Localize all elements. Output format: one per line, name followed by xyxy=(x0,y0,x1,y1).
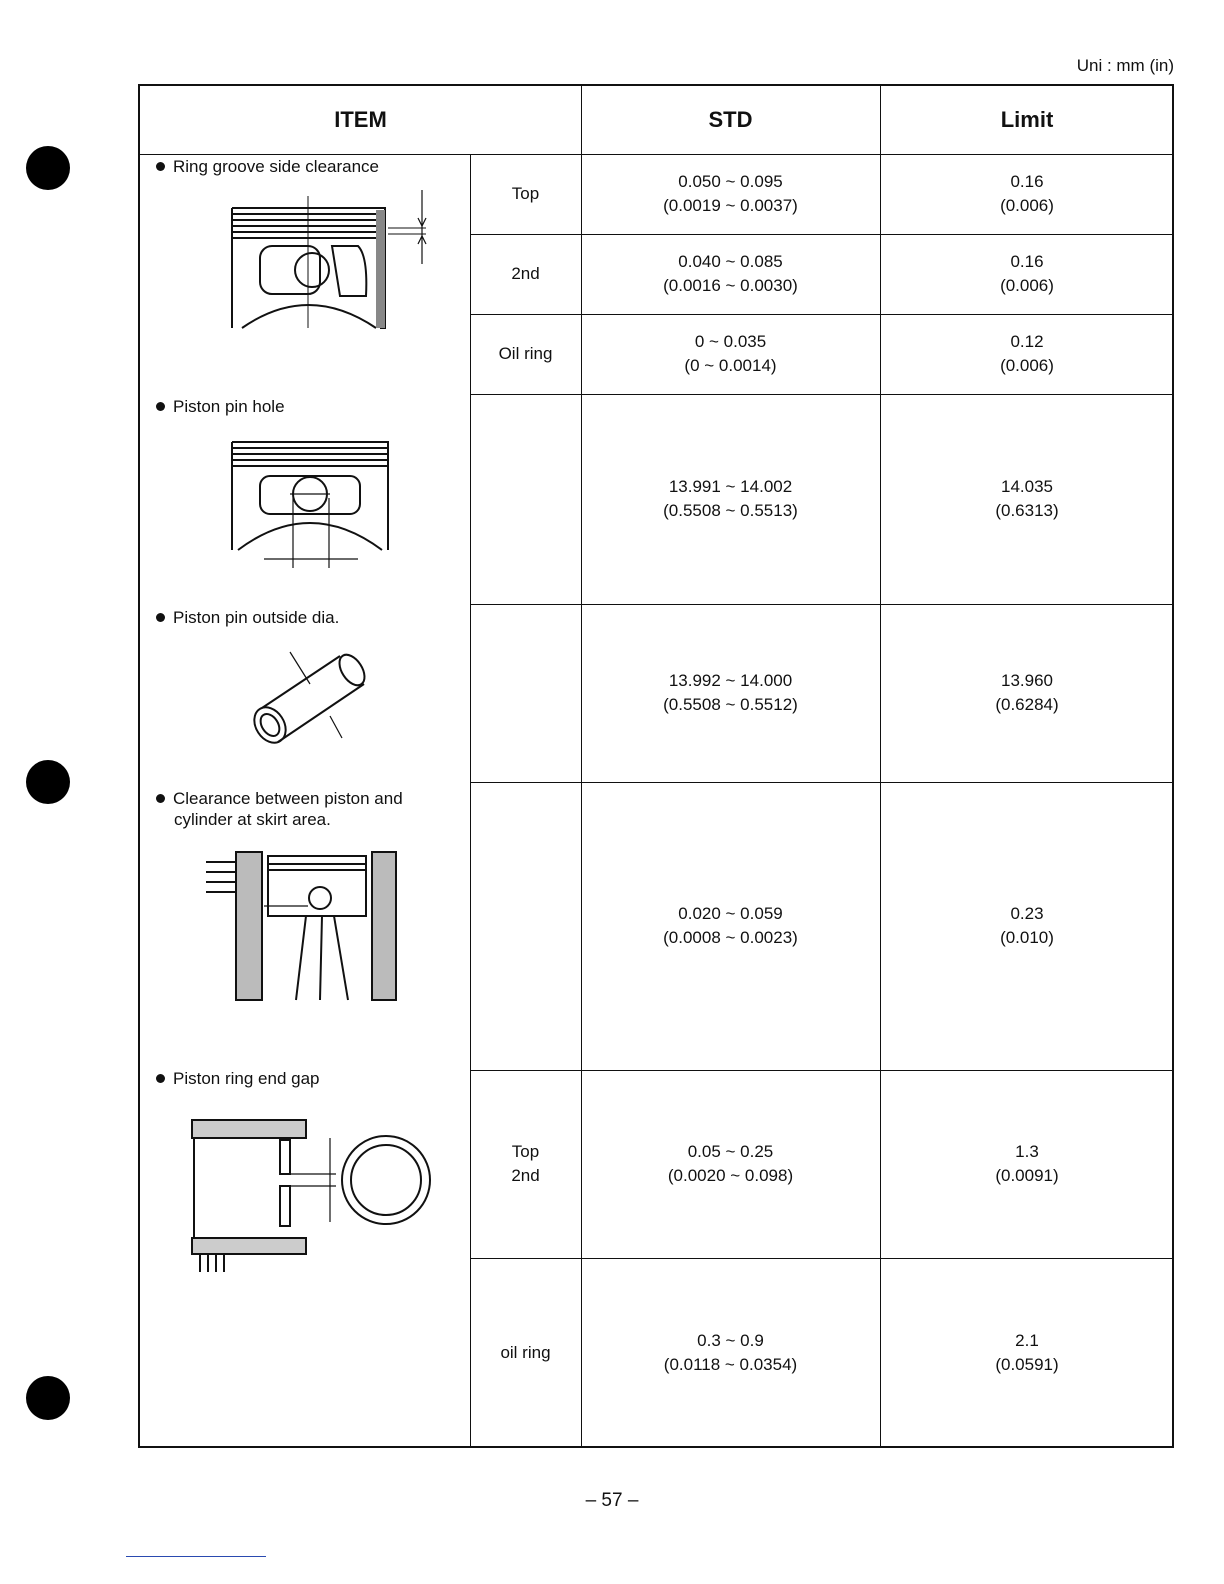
page-number: – 57 – xyxy=(585,1490,639,1511)
header-limit: Limit xyxy=(1000,107,1054,132)
limit-value: 0.23 (0.010) xyxy=(1000,904,1054,947)
std-value: 0.040 ~ 0.085 (0.0016 ~ 0.0030) xyxy=(663,252,798,295)
std-value: 0.020 ~ 0.059 (0.0008 ~ 0.0023) xyxy=(663,904,798,947)
item-label: Ring groove side clearance xyxy=(156,156,379,177)
item-label: Piston ring end gap xyxy=(156,1068,320,1089)
item-label: Piston pin hole xyxy=(156,396,285,417)
sub-item: oil ring xyxy=(500,1343,551,1362)
limit-value: 2.1 (0.0591) xyxy=(995,1331,1059,1374)
punch-hole-icon xyxy=(26,146,70,190)
spec-table xyxy=(138,84,1174,1448)
piston-pin-hole-icon xyxy=(220,438,420,568)
bullet-icon xyxy=(156,402,165,411)
std-value: 0 ~ 0.035 (0 ~ 0.0014) xyxy=(684,332,777,375)
limit-value: 14.035 (0.6313) xyxy=(995,477,1059,520)
header-item: ITEM xyxy=(334,107,387,132)
limit-value: 0.12 (0.006) xyxy=(1000,332,1054,375)
sub-item: Top 2nd xyxy=(511,1142,540,1185)
std-value: 13.991 ~ 14.002 (0.5508 ~ 0.5513) xyxy=(663,477,798,520)
bullet-icon xyxy=(156,613,165,622)
sub-item: Oil ring xyxy=(498,344,553,363)
header-std: STD xyxy=(708,107,753,132)
bullet-icon xyxy=(156,794,165,803)
piston-cylinder-clearance-icon xyxy=(202,850,402,1010)
std-value: 0.050 ~ 0.095 (0.0019 ~ 0.0037) xyxy=(663,172,798,215)
std-value: 0.3 ~ 0.9 (0.0118 ~ 0.0354) xyxy=(663,1331,798,1374)
limit-value: 13.960 (0.6284) xyxy=(995,671,1059,714)
piston-ring-end-gap-icon xyxy=(190,1116,440,1276)
unit-note: Uni : mm (in) xyxy=(1076,56,1174,75)
bullet-icon xyxy=(156,1074,165,1083)
footer-rule xyxy=(126,1556,266,1557)
piston-pin-icon xyxy=(240,642,400,762)
punch-hole-icon xyxy=(26,760,70,804)
std-value: 13.992 ~ 14.000 (0.5508 ~ 0.5512) xyxy=(663,671,798,714)
item-label: Piston pin outside dia. xyxy=(156,607,339,628)
sub-item: 2nd xyxy=(511,264,540,283)
item-label: Clearance between piston and cylinder at skirt area. xyxy=(156,788,403,830)
limit-value: 0.16 (0.006) xyxy=(1000,252,1054,295)
std-value: 0.05 ~ 0.25 (0.0020 ~ 0.098) xyxy=(667,1142,794,1185)
limit-value: 0.16 (0.006) xyxy=(1000,172,1054,215)
sub-item: Top xyxy=(511,184,540,203)
punch-hole-icon xyxy=(26,1376,70,1420)
piston-ring-groove-icon xyxy=(220,186,440,336)
bullet-icon xyxy=(156,162,165,171)
limit-value: 1.3 (0.0091) xyxy=(995,1142,1059,1185)
